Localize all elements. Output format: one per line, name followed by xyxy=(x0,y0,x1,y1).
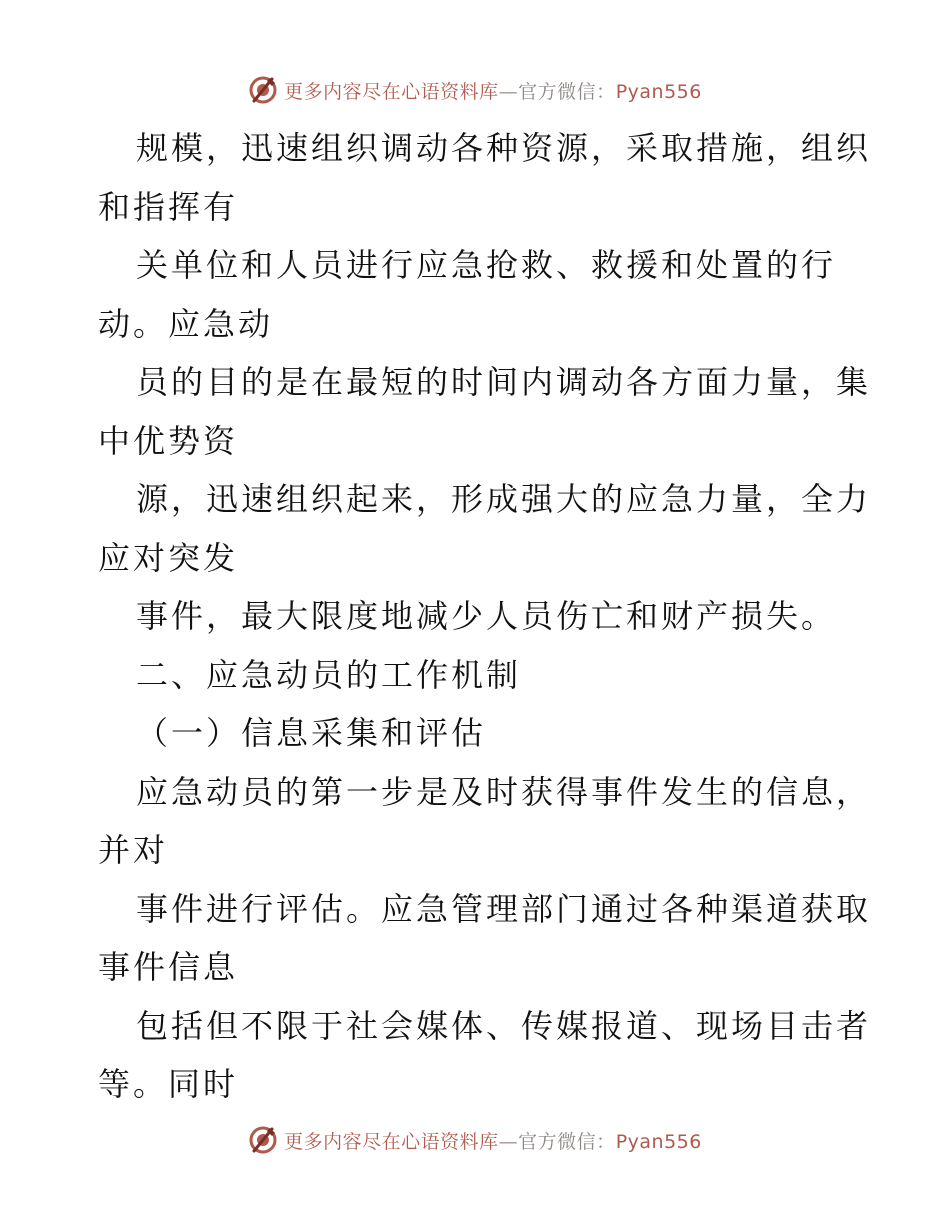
watermark-text xyxy=(284,77,702,104)
pen-logo-icon xyxy=(248,1125,278,1155)
watermark-wechat-label: 官方微信： xyxy=(518,80,616,103)
section-heading: 二、应急动员的工作机制 xyxy=(136,655,522,694)
text-line: 关单位和人员进行应急抢救、救援和处置的行 xyxy=(136,246,837,284)
header-watermark xyxy=(0,70,950,110)
text-line: 应对突发 xyxy=(98,538,239,577)
watermark-main-text: 更多内容尽在心语资料库 xyxy=(284,1130,499,1153)
document-body xyxy=(98,119,872,1114)
watermark-wechat-handle: Pyan556 xyxy=(615,1130,702,1153)
text-line: 动。应急动 xyxy=(98,304,274,343)
text-line: 等。同时 xyxy=(98,1065,239,1103)
text-line: 事件，最大限度地减少人员伤亡和财产损失。 xyxy=(136,597,837,635)
watermark-text xyxy=(284,1127,702,1154)
text-line: 和指挥有 xyxy=(98,187,239,226)
subsection-heading: （一）信息采集和评估 xyxy=(136,714,487,752)
text-line: 规模，迅速组织调动各种资源，采取措施，组织 xyxy=(136,129,872,167)
watermark-dash: — xyxy=(498,1130,519,1153)
text-line: 应急动员的第一步是及时获得事件发生的信息， xyxy=(136,772,872,811)
text-line: 源，迅速组织起来，形成强大的应急力量，全力 xyxy=(136,480,872,518)
text-line: 员的目的是在最短的时间内调动各方面力量，集 xyxy=(136,363,872,401)
text-line: 包括但不限于社会媒体、传媒报道、现场目击者 xyxy=(136,1006,872,1045)
text-line: 并对 xyxy=(98,831,169,869)
text-line: 中优势资 xyxy=(98,421,239,460)
watermark-wechat-label: 官方微信： xyxy=(518,1130,616,1153)
watermark-dash: — xyxy=(498,80,519,103)
pen-logo-icon xyxy=(248,75,278,105)
watermark-wechat-handle: Pyan556 xyxy=(615,80,702,103)
text-line: 事件信息 xyxy=(98,948,239,986)
footer-watermark xyxy=(0,1120,950,1160)
text-line: 事件进行评估。应急管理部门通过各种渠道获取 xyxy=(136,889,872,928)
watermark-main-text: 更多内容尽在心语资料库 xyxy=(284,80,499,103)
